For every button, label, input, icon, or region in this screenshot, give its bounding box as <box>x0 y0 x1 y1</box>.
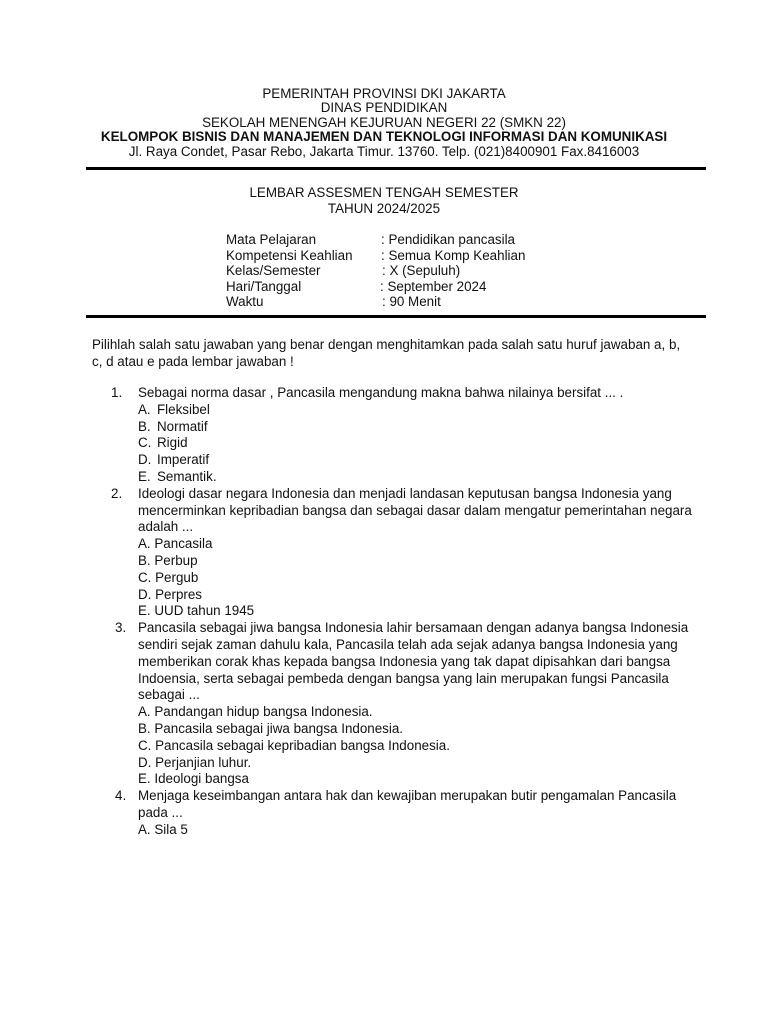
answer-option: C. Pergub <box>138 569 199 585</box>
question-item <box>92 788 692 838</box>
question-number: 4. <box>115 788 127 804</box>
option-text: Normatif <box>157 418 208 434</box>
answer-option: A. Pancasila <box>138 536 213 552</box>
answer-option: D. Perpres <box>138 586 202 602</box>
answer-option: A. Pandangan hidup bangsa Indonesia. <box>138 704 373 720</box>
question-text: Ideologi dasar negara Indonesia dan menjadi landasan keputusan bangsa Indonesia yang mencerminkan kepribadian bangsa dan sebagai dasar dalam mengatur pemerintahan negara adalah ... <box>138 485 692 535</box>
letterhead <box>0 87 768 159</box>
option-text: Imperatif <box>157 452 210 468</box>
info-value: : 90 Menit <box>382 294 441 310</box>
question-text: Sebagai norma dasar , Pancasila mengandung makna bahwa nilainya bersifat ... . <box>138 385 624 400</box>
info-label: Kompetensi Keahlian <box>226 247 353 263</box>
option-letter: D. <box>138 452 152 468</box>
answer-option <box>138 402 692 419</box>
question-text: Menjaga keseimbangan antara hak dan kewajiban merupakan butir pengamalan Pancasila pada ... <box>138 788 677 820</box>
info-label: Hari/Tanggal <box>226 278 302 294</box>
question-text: Pancasila sebagai jiwa bangsa Indonesia lahir bersamaan dengan adanya bangsa Indonesia sendiri sejak zaman dahulu kala, Pancasila telah ada sejak adanya bangsa Indonesia yang memberikan corak khas kepada bangsa Indonesia yang tak dapat dipisahkan dari bangsa Indoensia, serta sebagai pembeda dengan bangsa yang lain merupakan fungsi Pancasila sebagai ... <box>138 620 689 703</box>
question-number: 1. <box>111 385 123 400</box>
answer-option <box>138 469 692 486</box>
info-value: : X (Sepuluh) <box>382 263 461 279</box>
info-value: : Semua Komp Keahlian <box>381 247 526 263</box>
option-letter: C. <box>138 435 152 451</box>
title-year: TAHUN 2024/2025 <box>327 201 441 216</box>
answer-option: B. Pancasila sebagai jiwa bangsa Indonesia. <box>138 720 404 736</box>
question-item <box>92 620 692 788</box>
option-text: Fleksibel <box>157 401 210 417</box>
answer-option: C. Pancasila sebagai kepribadian bangsa Indonesia. <box>138 737 450 753</box>
answer-option <box>138 419 692 436</box>
info-value: : September 2024 <box>380 278 487 294</box>
header-program-group: KELOMPOK BISNIS DAN MANAJEMEN DAN TEKNOLOGI INFORMASI DAN KOMUNIKASI <box>100 129 668 145</box>
header-school-name: SEKOLAH MENENGAH KEJURUAN NEGERI 22 (SMKN 22) <box>202 114 566 130</box>
header-government: PEMERINTAH PROVINSI DKI JAKARTA <box>262 86 506 101</box>
header-address: Jl. Raya Condet, Pasar Rebo, Jakarta Timur. 13760. Telp. (021)8400901 Fax.8416003 <box>128 143 640 159</box>
option-letter: B. <box>138 418 151 434</box>
header-divider <box>86 167 706 170</box>
option-letter: A. <box>138 401 151 417</box>
option-letter: E. <box>138 468 151 484</box>
answer-option: B. Perbup <box>138 552 198 568</box>
info-label: Kelas/Semester <box>226 263 321 279</box>
question-list <box>92 385 692 839</box>
option-text: Rigid <box>157 435 188 451</box>
answer-option <box>138 452 692 469</box>
info-value: : Pendidikan pancasila <box>381 232 515 247</box>
info-label: Mata Pelajaran <box>226 232 317 247</box>
info-label: Waktu <box>226 294 264 310</box>
answer-option: A. Sila 5 <box>138 821 188 837</box>
info-divider <box>86 315 706 318</box>
answer-option: E. Ideologi bangsa <box>138 771 249 787</box>
question-item <box>92 385 692 486</box>
answer-option: D. Perjanjian luhur. <box>138 754 252 770</box>
document-title <box>0 185 768 217</box>
option-text: Semantik. <box>157 468 217 484</box>
header-department: DINAS PENDIDIKAN <box>320 100 448 116</box>
question-number: 3. <box>115 620 127 636</box>
title-line: LEMBAR ASSESMEN TENGAH SEMESTER <box>249 185 519 200</box>
answer-option: E. UUD tahun 1945 <box>138 603 255 619</box>
answer-option <box>138 435 692 452</box>
instruction-text: Pilihlah salah satu jawaban yang benar dengan menghitamkan pada salah satu huruf jawaban a, b, c, d atau e pada lembar jawaban ! <box>92 337 681 369</box>
question-item <box>92 486 692 620</box>
question-number: 2. <box>111 485 123 501</box>
